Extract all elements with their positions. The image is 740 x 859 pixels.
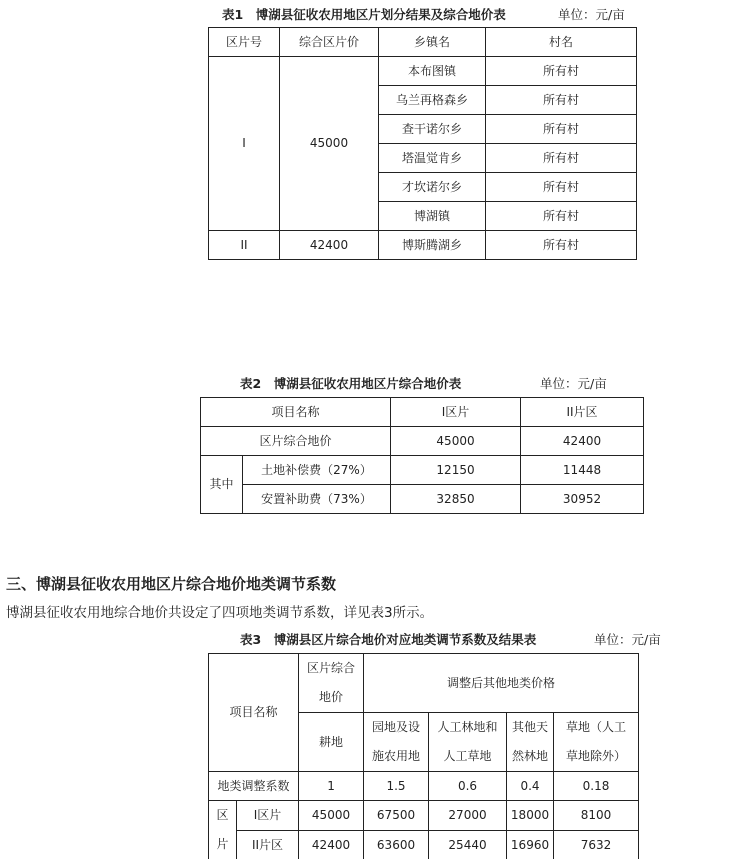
table2-total-z2: 42400 (521, 427, 644, 456)
table3-coef-value: 1 (299, 772, 364, 801)
table2-group-label: 其中 (201, 456, 243, 514)
table3-zone-label-c1: 区 (216, 808, 229, 822)
table1-town: 才坎诺尔乡 (379, 173, 486, 202)
table3-row2-value: 16960 (507, 830, 554, 859)
table3-col-plantation (429, 713, 507, 772)
table3-row1-value: 67500 (364, 801, 429, 831)
section-paragraph: 博湖县征收农用地综合地价共设定了四项地类调节系数，详见表3所示。 (6, 605, 434, 621)
table3-header-adjusted: 调整后其他地类价格 (364, 654, 639, 713)
table1-zone2-price: 42400 (280, 231, 379, 260)
table1-town: 本布图镇 (379, 57, 486, 86)
table3-unit: 单位：元/亩 (594, 632, 661, 647)
table1-zone1-id: I (209, 57, 280, 231)
table3-row1-value: 45000 (299, 801, 364, 831)
table2-sub2-z1: 32850 (391, 485, 521, 514)
table3-header-zone-price (299, 654, 364, 713)
table1-village: 所有村 (486, 86, 637, 115)
table3-col-plantation-l2: 人工草地 (443, 749, 492, 763)
table2-header-zone2: II片区 (521, 398, 644, 427)
table3-row2-value: 63600 (364, 830, 429, 859)
table3-col-farmland: 耕地 (299, 713, 364, 772)
table3-caption: 表3 博湖县区片综合地价对应地类调节系数及结果表 (240, 632, 537, 647)
table3-row2-value: 7632 (554, 830, 639, 859)
table2-unit: 单位：元/亩 (540, 376, 607, 391)
table2-header-zone1: I区片 (391, 398, 521, 427)
table3-row1-value: 27000 (429, 801, 507, 831)
table3-header-zone-price-l2: 地价 (319, 690, 344, 704)
table1-header-town: 乡镇名 (379, 28, 486, 57)
table2-total-z1: 45000 (391, 427, 521, 456)
table3-row2-value: 25440 (429, 830, 507, 859)
table3-row1-label: I区片 (237, 801, 299, 831)
table3-col-plantation-l1: 人工林地和 (437, 720, 498, 734)
table1-town: 博湖镇 (379, 202, 486, 231)
table2-sub1-z2: 11448 (521, 456, 644, 485)
table3-coef-value: 1.5 (364, 772, 429, 801)
table3-zone-label (209, 801, 237, 859)
table3-coef-label: 地类调整系数 (209, 772, 299, 801)
table1-header-village: 村名 (486, 28, 637, 57)
table3-col-grass-l1: 草地（人工 (566, 720, 627, 734)
table3-zone-label-c2: 片 (216, 837, 229, 851)
table3-coef-value: 0.4 (507, 772, 554, 801)
table1-header-price: 综合区片价 (280, 28, 379, 57)
table1-zone2-id: II (209, 231, 280, 260)
table2-sub1-label: 土地补偿费（27%） (243, 456, 391, 485)
table3-header-zone-price-l1: 区片综合 (307, 661, 356, 675)
table1-village: 所有村 (486, 144, 637, 173)
table1-village: 所有村 (486, 173, 637, 202)
table3-col-grass (554, 713, 639, 772)
section-heading: 三、博湖县征收农用地区片综合地价地类调节系数 (6, 575, 337, 593)
table3-col-natural-l2: 然林地 (512, 749, 549, 763)
table1-caption: 表1 博湖县征收农用地区片划分结果及综合地价表 (222, 7, 506, 22)
table3-header-item: 项目名称 (209, 654, 299, 772)
table2-caption: 表2 博湖县征收农用地区片综合地价表 (240, 376, 462, 391)
table1-village: 所有村 (486, 115, 637, 144)
table1-town: 塔温觉肯乡 (379, 144, 486, 173)
table1-village: 所有村 (486, 202, 637, 231)
table3-coef-value: 0.6 (429, 772, 507, 801)
table3-row2-value: 42400 (299, 830, 364, 859)
table1 (208, 27, 637, 260)
table3-row1-value: 8100 (554, 801, 639, 831)
table2-header-item: 项目名称 (201, 398, 391, 427)
table2-sub2-z2: 30952 (521, 485, 644, 514)
table2-sub2-label: 安置补助费（73%） (243, 485, 391, 514)
table1-zone1-price: 45000 (280, 57, 379, 231)
table3-col-natural (507, 713, 554, 772)
table2 (200, 397, 644, 514)
table3 (208, 653, 639, 859)
table3-row1-value: 18000 (507, 801, 554, 831)
table1-unit: 单位：元/亩 (558, 7, 625, 22)
table3-col-grass-l2: 草地除外） (566, 749, 627, 763)
table1-town: 查干诺尔乡 (379, 115, 486, 144)
table3-coef-value: 0.18 (554, 772, 639, 801)
table3-col-facility-l2: 施农用地 (372, 749, 421, 763)
table1-header-zone: 区片号 (209, 28, 280, 57)
table3-col-facility-l1: 园地及设 (372, 720, 421, 734)
table3-row2-label: II片区 (237, 830, 299, 859)
table3-col-facility (364, 713, 429, 772)
table1-town: 博斯腾湖乡 (379, 231, 486, 260)
table2-sub1-z1: 12150 (391, 456, 521, 485)
table1-village: 所有村 (486, 57, 637, 86)
table2-total-label: 区片综合地价 (201, 427, 391, 456)
table1-town: 乌兰再格森乡 (379, 86, 486, 115)
table3-col-natural-l1: 其他天 (512, 720, 549, 734)
table1-village: 所有村 (486, 231, 637, 260)
